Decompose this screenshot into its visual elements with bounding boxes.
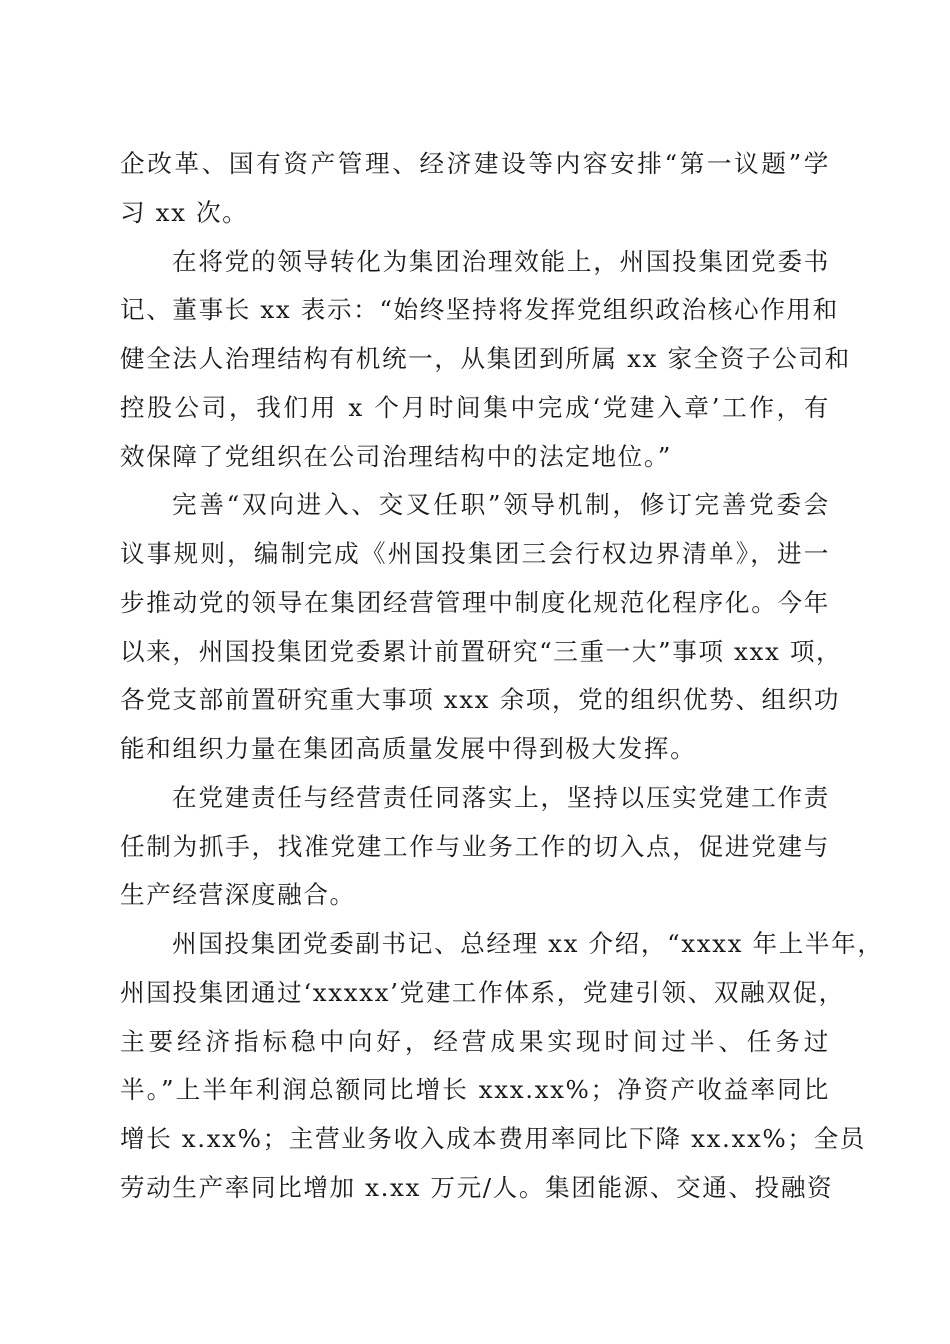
text-line: 半。”上半年利润总额同比增长 xxx.xx%；净资产收益率同比 <box>120 1075 830 1105</box>
text-line: 健全法人治理结构有机统一，从集团到所属 xx 家全资子公司和 <box>120 344 851 373</box>
text-line: 在将党的领导转化为集团治理效能上，州国投集团党委书 <box>172 246 830 276</box>
text-line: 完善“双向进入、交叉任职”领导机制，修订完善党委会 <box>172 490 830 520</box>
text-line: 以来，州国投集团党委累计前置研究“三重一大”事项 xxx 项， <box>120 636 843 666</box>
text-line: 控股公司，我们用 x 个月时间集中完成‘党建入章’工作，有 <box>120 392 830 422</box>
text-line: 记、董事长 xx 表示：“始终坚持将发挥党组织政治核心作用和 <box>120 295 839 325</box>
text-line: 步推动党的领导在集团经营管理中制度化规范化程序化。今年 <box>120 587 830 617</box>
text-line: 主要经济指标稳中向好，经营成果实现时间过半、任务过 <box>120 1026 830 1056</box>
text-line: 能和组织力量在集团高质量发展中得到极大发挥。 <box>120 734 697 763</box>
text-line: 习 xx 次。 <box>120 197 249 227</box>
text-line: 议事规则，编制完成《州国投集团三会行权边界清单》，进一 <box>120 539 830 568</box>
text-line: 任制为抓手，找准党建工作与业务工作的切入点，促进党建与 <box>120 831 830 861</box>
text-line: 企改革、国有资产管理、经济建设等内容安排“第一议题”学 <box>120 149 830 178</box>
text-line: 效保障了党组织在公司治理结构中的法定地位。” <box>120 441 672 471</box>
text-line: 劳动生产率同比增加 x.xx 万元/人。集团能源、交通、投融资 <box>120 1172 834 1202</box>
text-line: 生产经营深度融合。 <box>120 880 356 910</box>
text-line: 州国投集团通过‘xxxxx’党建工作体系，党建引领、双融双促， <box>120 977 845 1007</box>
text-line: 各党支部前置研究重大事项 xxx 余项，党的组织优势、组织功 <box>120 685 841 715</box>
text-line: 增长 x.xx%；主营业务收入成本费用率同比下降 xx.xx%；全员 <box>120 1124 866 1153</box>
text-line: 在党建责任与经营责任同落实上，坚持以压实党建工作责 <box>172 782 830 812</box>
text-line: 州国投集团党委副书记、总经理 xx 介绍，“xxxx 年上半年， <box>172 929 884 958</box>
body-text <box>120 140 884 1213</box>
